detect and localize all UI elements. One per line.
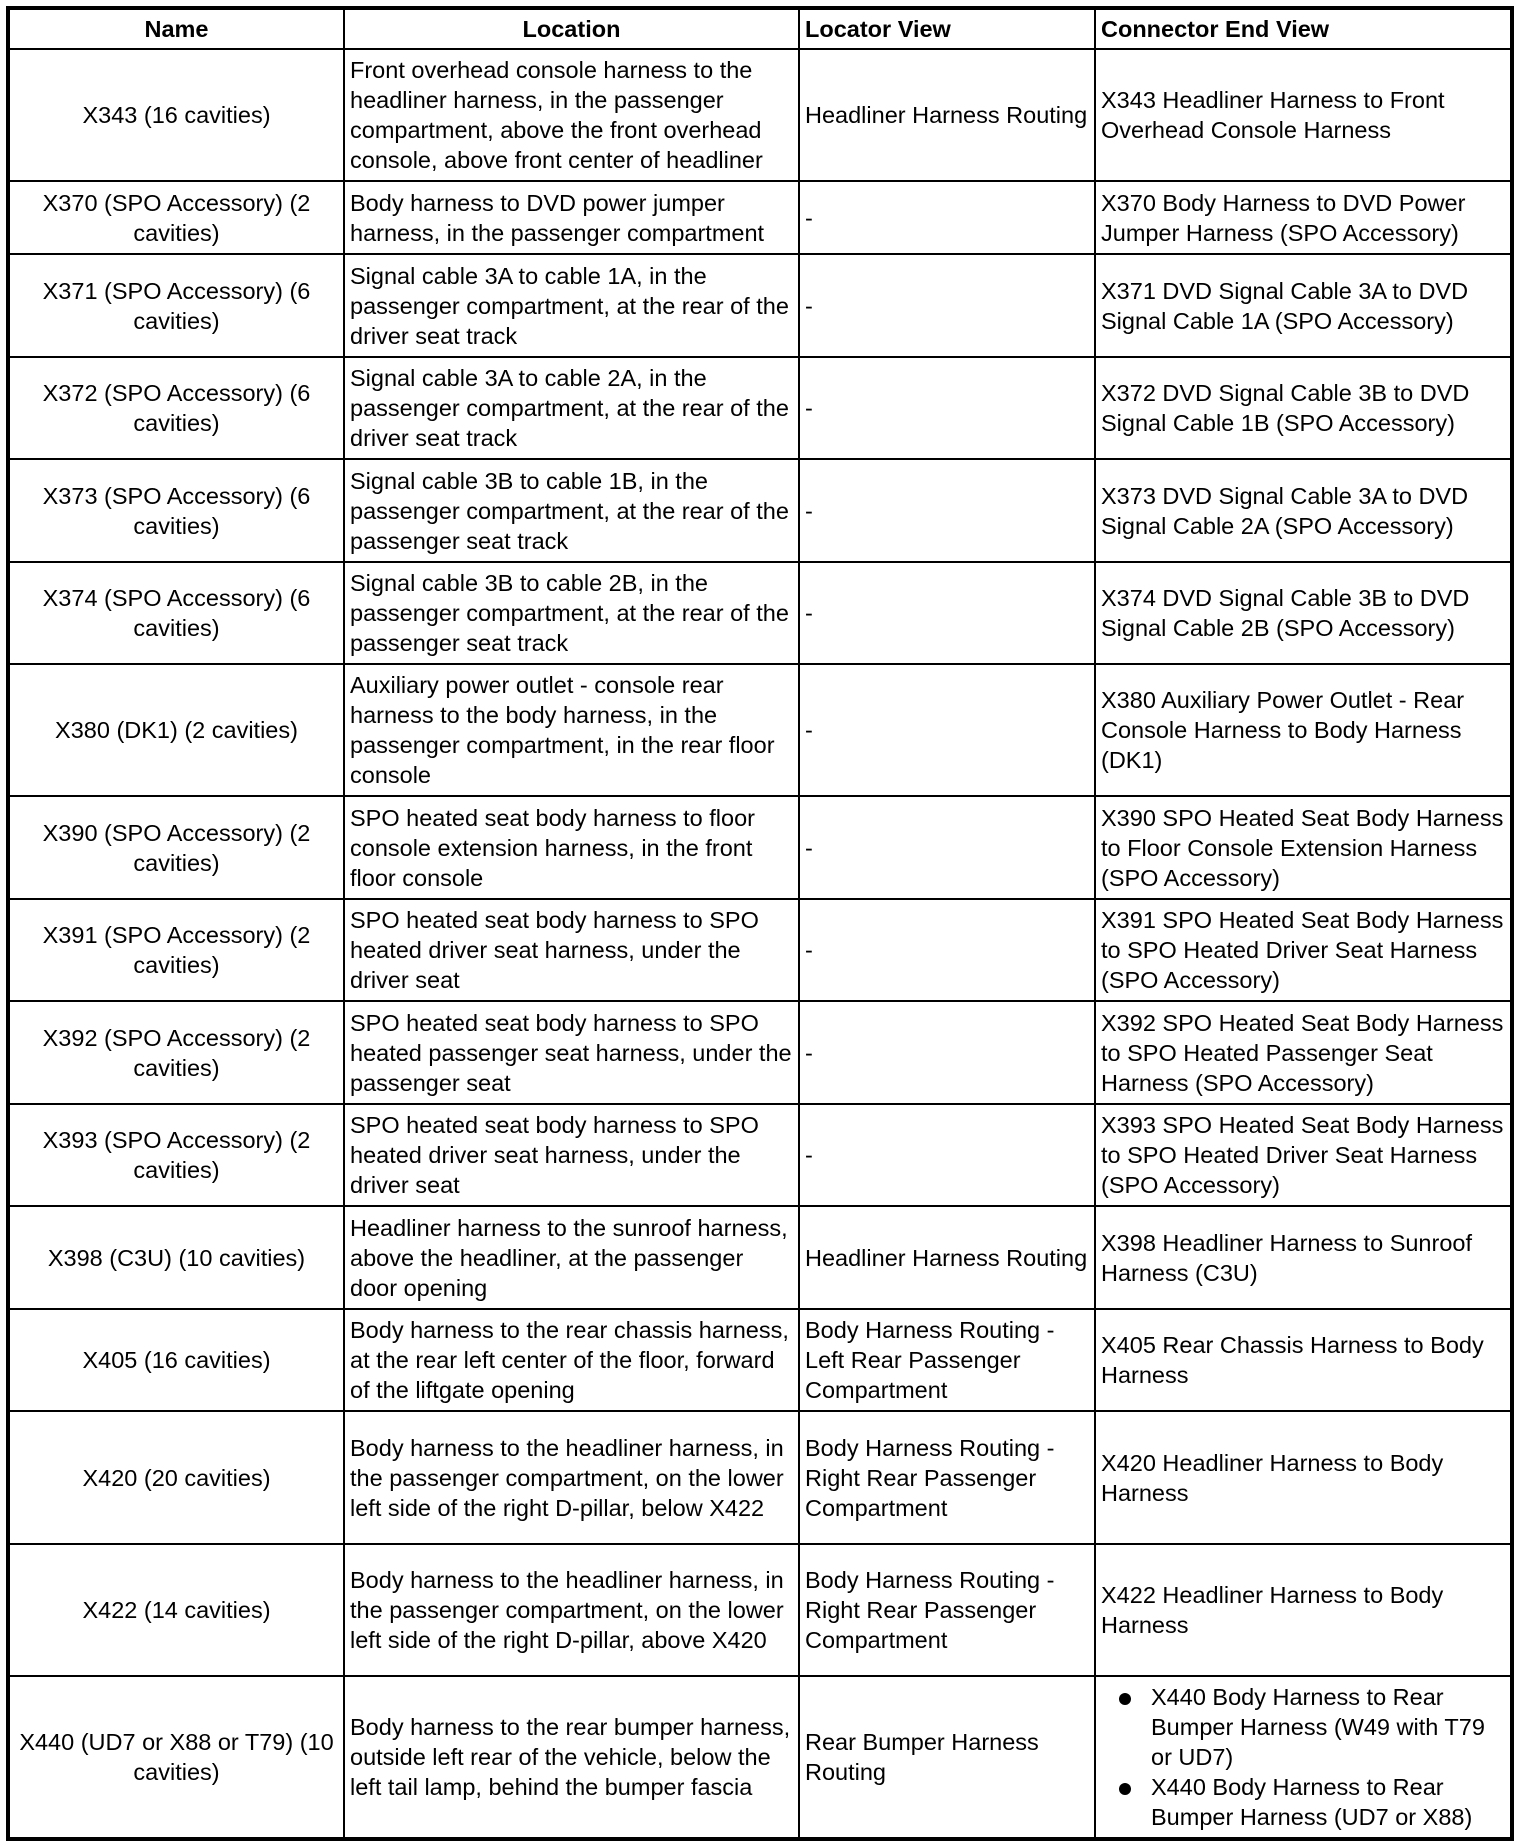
connector-end-view-text: X372 DVD Signal Cable 3B to DVD Signal Cable 1B (SPO Accessory) [1101, 380, 1470, 436]
connector-name-cell: X370 (SPO Accessory) (2 cavities) [8, 181, 344, 254]
table-row [8, 562, 1512, 664]
locator-view-cell: Headliner Harness Routing [799, 49, 1095, 181]
table-row [8, 1001, 1512, 1104]
location-cell: Body harness to the rear chassis harness, at the rear left center of the floor, forward of the liftgate opening [344, 1309, 799, 1411]
connector-end-view-cell [1095, 1104, 1512, 1206]
connector-end-view-text: X380 Auxiliary Power Outlet - Rear Console Harness to Body Harness (DK1) [1101, 687, 1465, 773]
location-cell: Front overhead console harness to the headliner harness, in the passenger compartment, above the front overhead console, above front center of headliner [344, 49, 799, 181]
locator-view-cell: - [799, 1001, 1095, 1104]
location-cell: Signal cable 3A to cable 2A, in the passenger compartment, at the rear of the driver seat track [344, 357, 799, 459]
connector-end-view-cell [1095, 1544, 1512, 1676]
connector-end-view-item: X440 Body Harness to Rear Bumper Harness (W49 with T79 or UD7) [1151, 1682, 1505, 1772]
connector-end-view-text: X343 Headliner Harness to Front Overhead Console Harness [1101, 87, 1445, 143]
locator-view-cell: Rear Bumper Harness Routing [799, 1676, 1095, 1839]
connector-name-cell: X393 (SPO Accessory) (2 cavities) [8, 1104, 344, 1206]
connector-name-cell: X343 (16 cavities) [8, 49, 344, 181]
table-row [8, 459, 1512, 562]
connector-end-view-text: X391 SPO Heated Seat Body Harness to SPO Heated Driver Seat Harness (SPO Accessory) [1101, 907, 1504, 993]
location-cell: Body harness to the headliner harness, in the passenger compartment, on the lower left side of the right D-pillar, above X420 [344, 1544, 799, 1676]
connector-end-view-cell [1095, 1411, 1512, 1544]
connector-end-view-cell [1095, 254, 1512, 357]
connector-end-view-text: X405 Rear Chassis Harness to Body Harness [1101, 1332, 1484, 1388]
table-row [8, 1411, 1512, 1544]
header-connector-end-view: Connector End View [1095, 8, 1512, 49]
table-row [8, 899, 1512, 1001]
connector-end-view-text: X370 Body Harness to DVD Power Jumper Harness (SPO Accessory) [1101, 189, 1466, 246]
locator-view-cell: Body Harness Routing - Right Rear Passenger Compartment [799, 1411, 1095, 1544]
connector-end-view-text: X393 SPO Heated Seat Body Harness to SPO Heated Driver Seat Harness (SPO Accessory) [1101, 1112, 1504, 1198]
connector-end-view-text: X398 Headliner Harness to Sunroof Harness (C3U) [1101, 1229, 1472, 1286]
connector-end-view-cell [1095, 562, 1512, 664]
locator-view-cell: Headliner Harness Routing [799, 1206, 1095, 1309]
connector-end-view-list [1101, 1682, 1505, 1832]
connector-end-view-cell [1095, 49, 1512, 181]
table-row [8, 1104, 1512, 1206]
connector-end-view-cell [1095, 1676, 1512, 1839]
connector-end-view-item: X440 Body Harness to Rear Bumper Harness (UD7 or X88) [1151, 1772, 1505, 1832]
table-row [8, 1544, 1512, 1676]
location-cell: Signal cable 3B to cable 2B, in the passenger compartment, at the rear of the passenger seat track [344, 562, 799, 664]
table-row [8, 357, 1512, 459]
connector-end-view-text: X392 SPO Heated Seat Body Harness to SPO Heated Passenger Seat Harness (SPO Accessory) [1101, 1009, 1504, 1096]
connector-name-cell: X390 (SPO Accessory) (2 cavities) [8, 796, 344, 899]
connector-name-cell: X440 (UD7 or X88 or T79) (10 cavities) [8, 1676, 344, 1839]
location-cell: SPO heated seat body harness to SPO heated driver seat harness, under the driver seat [344, 1104, 799, 1206]
connector-table [6, 6, 1514, 1841]
location-cell: Signal cable 3B to cable 1B, in the passenger compartment, at the rear of the passenger seat track [344, 459, 799, 562]
connector-end-view-cell [1095, 796, 1512, 899]
locator-view-cell: - [799, 562, 1095, 664]
connector-end-view-text: X422 Headliner Harness to Body Harness [1101, 1582, 1444, 1638]
header-name: Name [8, 8, 344, 49]
locator-view-cell: - [799, 357, 1095, 459]
locator-view-cell: - [799, 181, 1095, 254]
location-cell: Auxiliary power outlet - console rear harness to the body harness, in the passenger compartment, in the rear floor console [344, 664, 799, 796]
connector-end-view-text: X390 SPO Heated Seat Body Harness to Floor Console Extension Harness (SPO Accessory) [1101, 804, 1504, 891]
locator-view-cell: Body Harness Routing - Left Rear Passenger Compartment [799, 1309, 1095, 1411]
locator-view-cell: - [799, 459, 1095, 562]
connector-end-view-text: X371 DVD Signal Cable 3A to DVD Signal Cable 1A (SPO Accessory) [1101, 277, 1469, 334]
connector-end-view-text: X373 DVD Signal Cable 3A to DVD Signal Cable 2A (SPO Accessory) [1101, 482, 1469, 539]
connector-name-cell: X372 (SPO Accessory) (6 cavities) [8, 357, 344, 459]
connector-end-view-cell [1095, 181, 1512, 254]
location-cell: SPO heated seat body harness to floor console extension harness, in the front floor console [344, 796, 799, 899]
table-body [8, 49, 1512, 1839]
connector-name-cell: X391 (SPO Accessory) (2 cavities) [8, 899, 344, 1001]
locator-view-cell: - [799, 254, 1095, 357]
connector-name-cell: X373 (SPO Accessory) (6 cavities) [8, 459, 344, 562]
connector-name-cell: X380 (DK1) (2 cavities) [8, 664, 344, 796]
header-locator-view: Locator View [799, 8, 1095, 49]
table-row [8, 796, 1512, 899]
header-location: Location [344, 8, 799, 49]
locator-view-cell: Body Harness Routing - Right Rear Passenger Compartment [799, 1544, 1095, 1676]
connector-end-view-text: X374 DVD Signal Cable 3B to DVD Signal Cable 2B (SPO Accessory) [1101, 585, 1470, 641]
location-cell: SPO heated seat body harness to SPO heated passenger seat harness, under the passenger seat [344, 1001, 799, 1104]
connector-name-cell: X392 (SPO Accessory) (2 cavities) [8, 1001, 344, 1104]
connector-end-view-cell [1095, 357, 1512, 459]
header-row [8, 8, 1512, 49]
connector-end-view-cell [1095, 899, 1512, 1001]
location-cell: Body harness to the headliner harness, in the passenger compartment, on the lower left side of the right D-pillar, below X422 [344, 1411, 799, 1544]
location-cell: SPO heated seat body harness to SPO heated driver seat harness, under the driver seat [344, 899, 799, 1001]
location-cell: Signal cable 3A to cable 1A, in the passenger compartment, at the rear of the driver seat track [344, 254, 799, 357]
table-row [8, 49, 1512, 181]
connector-name-cell: X371 (SPO Accessory) (6 cavities) [8, 254, 344, 357]
connector-name-cell: X420 (20 cavities) [8, 1411, 344, 1544]
table-row [8, 1309, 1512, 1411]
location-cell: Body harness to the rear bumper harness, outside left rear of the vehicle, below the left tail lamp, behind the bumper fascia [344, 1676, 799, 1839]
location-cell: Headliner harness to the sunroof harness, above the headliner, at the passenger door opening [344, 1206, 799, 1309]
table-row [8, 181, 1512, 254]
table-row [8, 1206, 1512, 1309]
locator-view-cell: - [799, 664, 1095, 796]
connector-end-view-cell [1095, 664, 1512, 796]
connector-end-view-text: X420 Headliner Harness to Body Harness [1101, 1449, 1444, 1506]
connector-name-cell: X398 (C3U) (10 cavities) [8, 1206, 344, 1309]
location-cell: Body harness to DVD power jumper harness, in the passenger compartment [344, 181, 799, 254]
connector-end-view-cell [1095, 459, 1512, 562]
connector-name-cell: X405 (16 cavities) [8, 1309, 344, 1411]
connector-end-view-cell [1095, 1206, 1512, 1309]
connector-name-cell: X374 (SPO Accessory) (6 cavities) [8, 562, 344, 664]
locator-view-cell: - [799, 899, 1095, 1001]
table-row [8, 664, 1512, 796]
connector-end-view-cell [1095, 1309, 1512, 1411]
table-row [8, 1676, 1512, 1839]
table-row [8, 254, 1512, 357]
locator-view-cell: - [799, 796, 1095, 899]
connector-end-view-cell [1095, 1001, 1512, 1104]
connector-name-cell: X422 (14 cavities) [8, 1544, 344, 1676]
locator-view-cell: - [799, 1104, 1095, 1206]
